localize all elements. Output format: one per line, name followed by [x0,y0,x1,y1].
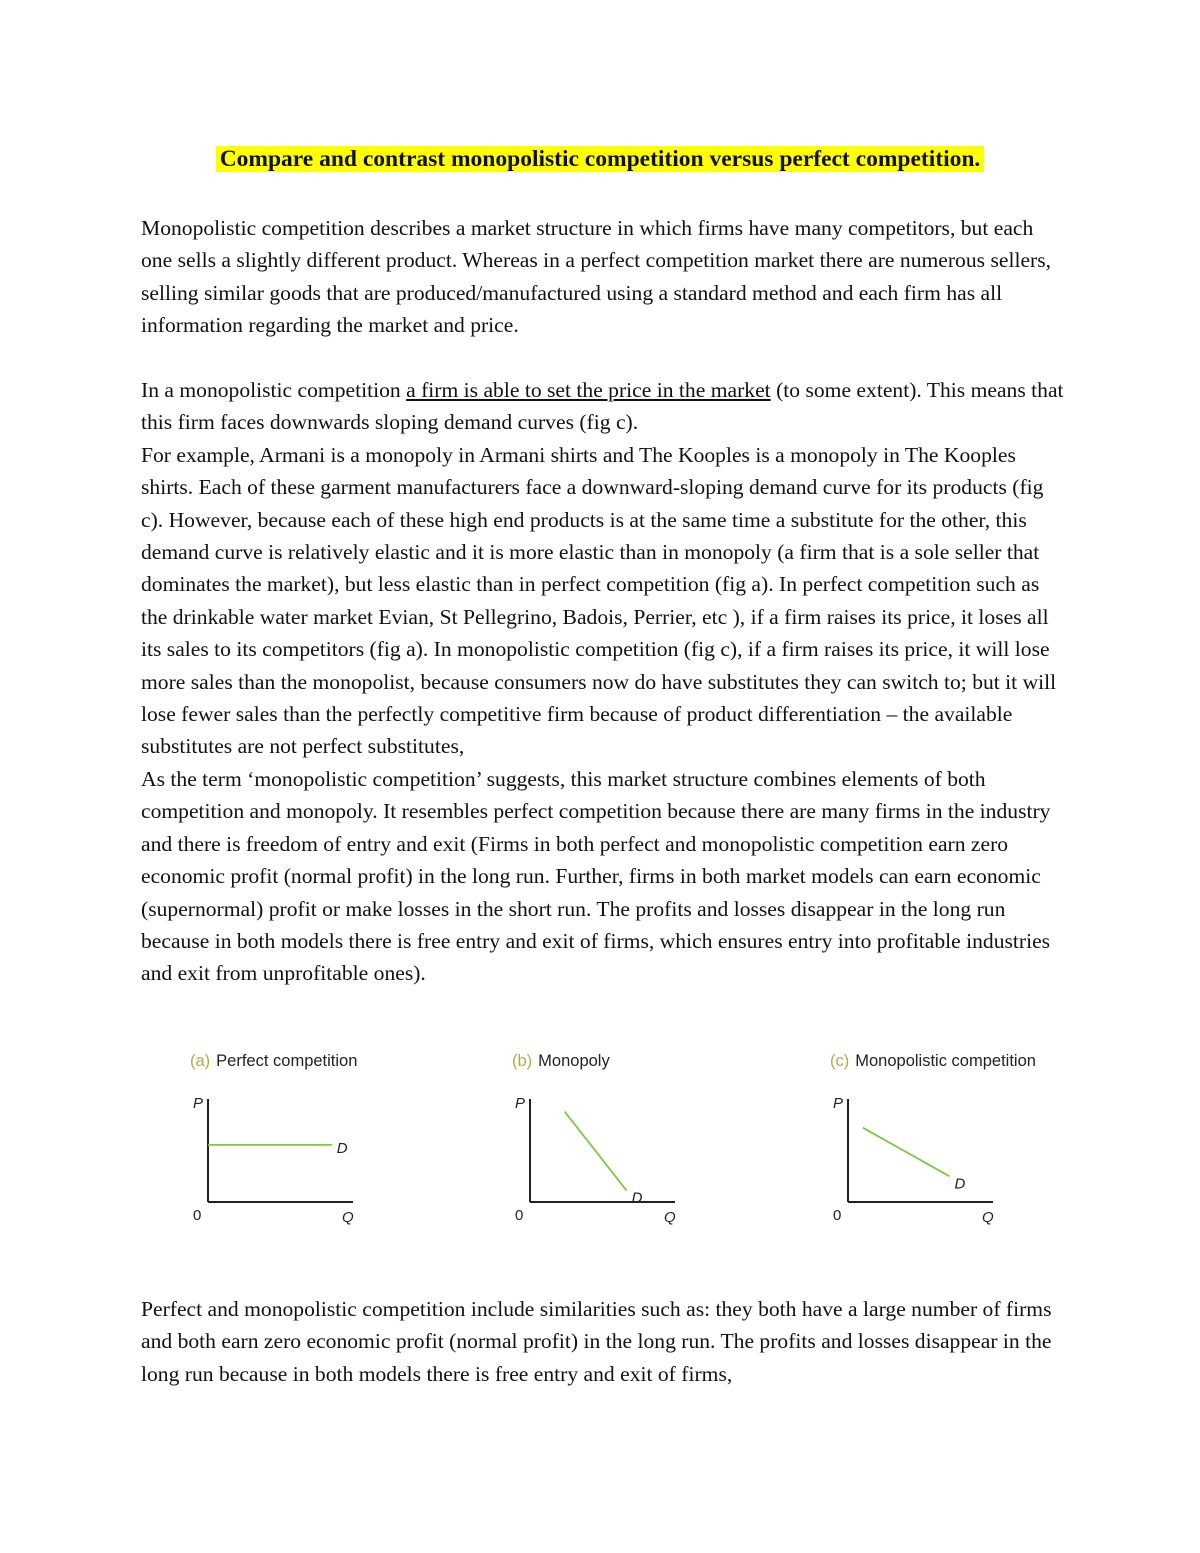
paragraph-text: Monopolistic competition describes a market structure in which firms have many competitors, but each one sells a slightly different product. Whereas in a perfect competition market there are numerous sellers, selling similar goods that are produced/manufactured using a standard method and each firm has all information regarding the market and price. [141,216,1052,338]
paragraph-definition [141,212,1066,342]
paragraph-text: (to some extent). This means that this firm faces downwards sloping demand curves (fig c). [141,378,1064,435]
curve-label: D [336,1139,348,1157]
underlined-phrase: a firm is able to set the price in the market [406,378,771,402]
paragraph-price-setting [141,374,1066,439]
chart-title-text: Perfect competition [216,1052,358,1070]
chart-svg [190,1052,533,1252]
page-title [0,142,1200,176]
y-axis-label: P [515,1095,526,1112]
x-axis-label: Q [982,1209,994,1226]
chart-letter: (b) [512,1052,533,1070]
chart-title-text: Monopolistic competition [855,1052,1036,1070]
chart-monopoly [512,1052,852,1252]
chart-letter: (c) [830,1052,850,1070]
paragraph-comparison: As the term ‘monopolistic competition’ suggests, this market structure combines elements of both competition and monopoly. It resembles perfect competition because there are many firms in the industry and there is freedom of entry and exit (Firms in both perfect and monopolistic competition earn zero economic profit (normal profit) in the long run. Further, firms in both market models can earn economic (supernormal) profit or make losses in the short run. The profits and losses disappear in the long run because in both models there is free entry and exit of firms, which ensures entry into profitable industries and exit from unprofitable ones). [141,766,1051,986]
chart-monopolistic-competition [830,1052,1170,1252]
demand-curve-line [863,1128,950,1177]
chart-svg [512,1052,852,1252]
origin-label: 0 [193,1207,202,1224]
origin-label: 0 [515,1207,524,1224]
y-axis-label: P [193,1095,204,1112]
title-highlight: Compare and contrast monopolistic competition versus perfect competition. [216,146,985,172]
paragraph-example: For example, Armani is a monopoly in Armani shirts and The Kooples is a monopoly in The Kooples shirts. Each of these garment manufacturers face a downward-sloping demand curve for its products (fig c). However, because each of these high end products is at the same time a substitute for the other, this demand curve is relatively elastic and it is more elastic than in monopoly (a firm that is a sole seller that dominates the market), but less elastic than in perfect competition (fig a). In perfect competition such as the drinkable water market Evian, St Pellegrino, Badois, Perrier, etc ), if a firm raises its price, it loses all its sales to its competitors (fig a). In monopolistic competition (fig c), if a firm raises its price, it will lose more sales than the monopolist, because consumers now do have substitutes they can switch to; but it will lose fewer sales than the perfectly competitive firm because of product differentiation – the available substitutes are not perfect substitutes, [141,442,1057,759]
chart-svg [830,1052,1170,1252]
origin-label: 0 [833,1207,842,1224]
curve-label: D [954,1175,966,1193]
paragraph-text: In a monopolistic competition [141,378,407,402]
curve-label: D [631,1189,643,1207]
y-axis-label: P [833,1095,844,1112]
x-axis-label: Q [664,1209,676,1226]
chart-title-text: Monopoly [538,1052,610,1070]
paragraph-explanation [141,374,1066,990]
chart-letter: (a) [190,1052,211,1070]
paragraph-text: Perfect and monopolistic competition include similarities such as: they both have a large number of firms and both earn zero economic profit (normal profit) in the long run. The profits and losses disappear in the long run because in both models there is free entry and exit of firms, [141,1297,1052,1386]
x-axis-label: Q [342,1209,354,1226]
chart-perfect-competition [190,1052,533,1252]
paragraph-similarities [141,1293,1066,1390]
demand-curve-line [565,1112,627,1191]
